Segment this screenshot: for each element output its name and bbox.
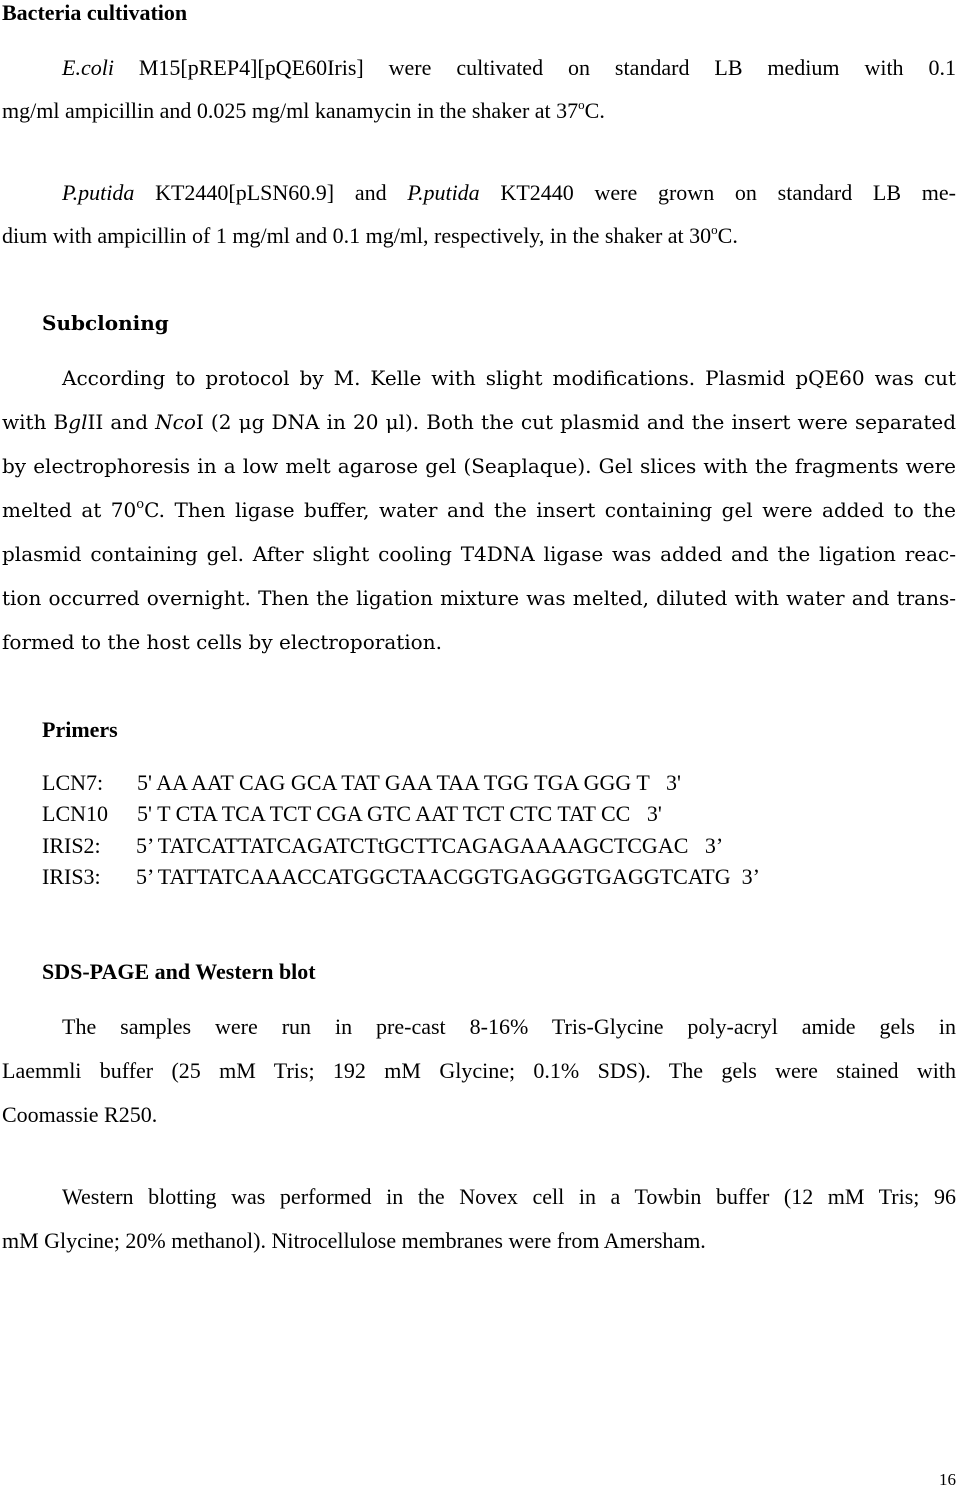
- subcloning-line-7: formed to the host cells by electroporation.: [2, 630, 442, 654]
- species-pputida: P.putida: [62, 180, 135, 205]
- sds-paragraph-1-line-3: Coomassie R250.: [2, 1102, 158, 1127]
- heading-primers: Primers: [42, 717, 118, 742]
- primer-row: [42, 770, 681, 796]
- species-pputida: P.putida: [407, 180, 480, 205]
- primer-name: LCN10: [42, 801, 108, 826]
- sds-paragraph-1-line-1: The samples were run in pre-cast 8-16% Tris-Glycine poly-acryl amide gels in: [62, 1014, 956, 1039]
- bacteria-paragraph-2-line-1: P.putida KT2440[pLSN60.9] and P.putida KT2440 were grown on standard LB me-: [62, 180, 956, 205]
- primer-sequence: 5’ TATTATCAAACCATGGCTAACGGTGAGGGTGAGGTCATG 3’: [136, 864, 760, 889]
- heading-subcloning: Subcloning: [42, 311, 169, 335]
- subcloning-line-5: plasmid containing gel. After slight cooling T4DNA ligase was added and the ligation reac-: [2, 542, 956, 566]
- heading-bacteria-cultivation: Bacteria cultivation: [2, 0, 188, 25]
- sds-paragraph-2-line-2: mM Glycine; 20% methanol). Nitrocellulose membranes were from Amersham.: [2, 1228, 706, 1253]
- primer-name: IRIS2:: [42, 833, 101, 858]
- primer-name: LCN7:: [42, 770, 104, 795]
- sds-paragraph-2-line-1: Western blotting was performed in the Novex cell in a Towbin buffer (12 mM Tris; 96: [62, 1184, 956, 1209]
- heading-sds-page-western-blot: SDS-PAGE and Western blot: [42, 959, 316, 984]
- bacteria-paragraph-1-line-1: E.coli M15[pREP4][pQE60Iris] were cultivated on standard LB medium with 0.1: [62, 55, 956, 80]
- bacteria-paragraph-1-line-2: mg/ml ampicillin and 0.025 mg/ml kanamycin in the shaker at 37$^o$C.: [2, 97, 605, 123]
- page-number: 16: [939, 1470, 956, 1489]
- subcloning-line-2: with BglII and NcoI (2 μg DNA in 20 μl). Both the cut plasmid and the insert were separated: [2, 410, 957, 434]
- primer-row: [42, 864, 760, 890]
- primer-name: IRIS3:: [42, 864, 101, 889]
- subcloning-line-4: melted at 70$^o$C. Then ligase buffer, water and the insert containing gel were added to the: [2, 497, 956, 522]
- sds-paragraph-1-line-2: Laemmli buffer (25 mM Tris; 192 mM Glycine; 0.1% SDS). The gels were stained with: [2, 1058, 956, 1083]
- bacteria-paragraph-2-line-2: dium with ampicillin of 1 mg/ml and 0.1 mg/ml, respectively, in the shaker at 30$^o$C.: [2, 222, 738, 248]
- subcloning-line-1: According to protocol by M. Kelle with slight modifications. Plasmid pQE60 was cut: [62, 366, 956, 390]
- primer-row: [42, 801, 662, 827]
- subcloning-line-6: tion occurred overnight. Then the ligation mixture was melted, diluted with water and trans-: [2, 586, 956, 610]
- primer-row: [42, 833, 723, 859]
- species-ecoli: E.coli: [62, 55, 114, 80]
- primer-sequence: 5’ TATCATTATCAGATCTtGCTTCAGAGAAAAGCTCGAC 3’: [136, 833, 724, 858]
- subcloning-line-3: by electrophoresis in a low melt agarose gel (Seaplaque). Gel slices with the fragments were: [2, 454, 956, 478]
- primer-sequence: 5' T CTA TCA TCT CGA GTC AAT TCT CTC TAT CC 3': [137, 801, 662, 826]
- primer-sequence: 5' AA AAT CAG GCA TAT GAA TAA TGG TGA GGG T 3': [137, 770, 681, 795]
